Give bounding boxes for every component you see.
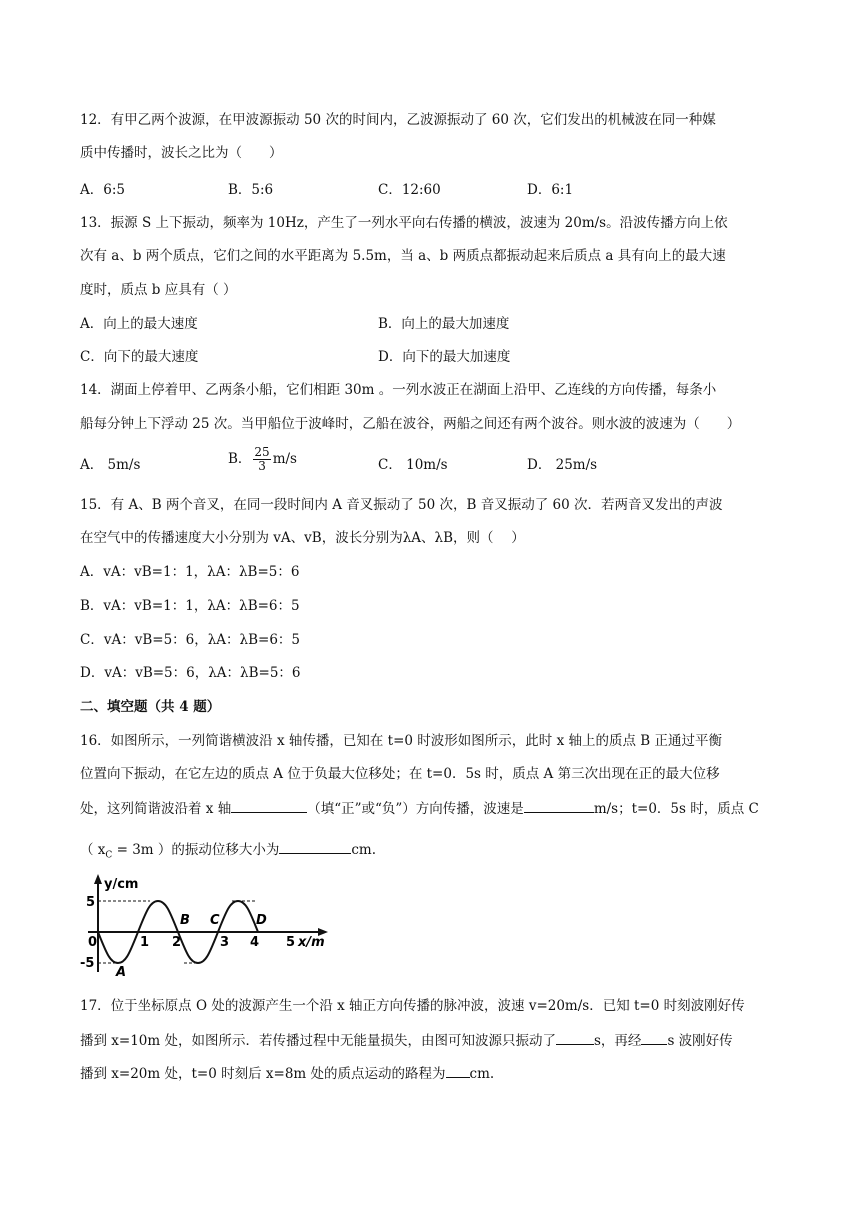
q13-option-d: D．向下的最大加速度 — [378, 349, 511, 365]
xtick-5: 5 — [286, 935, 296, 950]
q14-text-line1: 14．湖面上停着甲、乙两条小船，它们相距 30m 。一列水波正在湖面上沿甲、乙连线的方向传播，每条小 — [80, 382, 717, 398]
point-b: B — [180, 913, 190, 928]
q13-text-line2: 次有 a、b 两个质点，它们之间的水平距离为 5.5m，当 a、b 两质点都振动起来后质点 a 具有向上的最大速 — [80, 248, 726, 264]
ylabel: y/cm — [104, 877, 139, 892]
xtick-4: 4 — [250, 935, 260, 950]
q12-text-line1: 12．有甲乙两个波源，在甲波源振动 50 次的时间内，乙波源振动了 60 次，它们发出的机械波在同一种媒 — [80, 112, 716, 128]
q17-text-line2 — [80, 1030, 733, 1051]
q16-text-line4 — [80, 839, 376, 866]
xtick-3: 3 — [220, 935, 230, 950]
q13-text-line1: 13．振源 S 上下振动，频率为 10Hz，产生了一列水平向右传播的横波，波速为 20m/s。沿波传播方向上依 — [80, 215, 728, 231]
point-c: C — [210, 913, 220, 928]
q12-option-c: C．12:60 — [378, 182, 441, 198]
wave-figure — [80, 872, 340, 982]
ytick-minus5: -5 — [80, 956, 95, 971]
q15-option-c: C．vA：vB=5：6，λA：λB=6：5 — [80, 632, 301, 648]
q13-option-c: C．向下的最大速度 — [80, 349, 199, 365]
q17-blank-time — [641, 1030, 667, 1045]
q14-option-b — [228, 446, 297, 473]
q16-line3-part1: 处，这列简谐波沿着 x 轴 — [80, 801, 232, 817]
q16-line4-part3: cm. — [351, 842, 377, 858]
q16-blank-displacement — [279, 839, 351, 854]
point-d: D — [256, 913, 267, 928]
q17-blank-duration — [556, 1030, 594, 1045]
q14-text-line2: 船每分钟上下浮动 25 次。当甲船位于波峰时，乙船在波谷，两船之间还有两个波谷。则水波的波速为（ ） — [80, 416, 741, 432]
q12-option-b: B．5:6 — [228, 182, 274, 198]
q17-line3-part2: cm. — [469, 1066, 495, 1082]
q14-option-a: A． 5m/s — [80, 457, 141, 473]
q16-line3-part2: （填“正”或“负”）方向传播，波速是 — [307, 801, 524, 817]
xtick-2: 2 — [172, 935, 182, 950]
q15-option-d: D．vA：vB=5：6，λA：λB=5：6 — [80, 665, 301, 681]
q16-text-line2: 位置向下振动，在它左边的质点 A 位于负最大位移处；在 t=0．5s 时，质点 A 第三次出现在正的最大位移 — [80, 766, 720, 782]
fraction-denominator: 3 — [258, 459, 266, 473]
q16-text-line3 — [80, 798, 759, 819]
q15-option-a: A．vA：vB=1：1，λA：λB=5：6 — [80, 564, 300, 580]
q17-line2-part3: s 波刚好传 — [667, 1033, 733, 1049]
xlabel: x/m — [298, 935, 325, 950]
q17-line3-part1: 播到 x=20m 处，t=0 时刻后 x=8m 处的质点运动的路程为 — [80, 1066, 446, 1082]
q15-option-b: B．vA：vB=1：1，λA：λB=6：5 — [80, 598, 300, 614]
q14-option-b-unit: m/s — [272, 451, 297, 467]
q12-option-d: D．6:1 — [527, 182, 574, 198]
q12-text-line2: 质中传播时，波长之比为（ ） — [80, 145, 283, 161]
q16-line4-part2: = 3m ）的振动位移大小为 — [112, 842, 280, 858]
q14-option-b-label: B． — [228, 451, 252, 467]
y-axis-arrow — [94, 874, 102, 884]
xtick-0: 0 — [88, 935, 98, 950]
q16-line4-subscript: C — [105, 850, 113, 861]
q13-option-a: A．向上的最大速度 — [80, 316, 198, 332]
q17-blank-path — [446, 1063, 470, 1078]
q12-option-a: A．6:5 — [80, 182, 125, 198]
q17-line2-part1: 播到 x=10m 处，如图所示．若传播过程中无能量损失，由图可知波源只振动了 — [80, 1033, 556, 1049]
q17-text-line1: 17．位于坐标原点 O 处的波源产生一个沿 x 轴正方向传播的脉冲波，波速 v=20m/s．已知 t=0 时刻波刚好传 — [80, 998, 745, 1014]
q16-blank-speed — [524, 798, 594, 813]
section-heading-fill-in: 二、填空题（共 4 题） — [80, 699, 221, 715]
q16-line4-part1: （ x — [80, 842, 106, 858]
q13-option-b: B．向上的最大加速度 — [378, 316, 510, 332]
q15-text-line1: 15．有 A、B 两个音叉，在同一段时间内 A 音叉振动了 50 次，B 音叉振动了 60 次．若两音叉发出的声波 — [80, 497, 723, 513]
ytick-5: 5 — [86, 895, 96, 910]
q13-text-line3: 度时，质点 b 应具有（ ） — [80, 282, 237, 298]
point-a: A — [116, 965, 127, 980]
q16-blank-direction — [231, 798, 307, 813]
q15-text-line2: 在空气中的传播速度大小分别为 vA、vB，波长分别为λA、λB，则（ ） — [80, 530, 525, 546]
q16-line3-part3: m/s；t=0．5s 时，质点 C — [593, 801, 759, 817]
fraction-numerator: 25 — [254, 445, 270, 459]
xtick-1: 1 — [140, 935, 150, 950]
q14-option-d: D． 25m/s — [527, 457, 598, 473]
q16-text-line1: 16．如图所示，一列简谐横波沿 x 轴传播，已知在 t=0 时波形如图所示，此时 x 轴上的质点 B 正通过平衡 — [80, 733, 722, 749]
q14-option-b-fraction — [253, 446, 270, 473]
q14-option-c: C． 10m/s — [378, 457, 448, 473]
q17-text-line3 — [80, 1063, 494, 1084]
q17-line2-part2: s，再经 — [594, 1033, 642, 1049]
